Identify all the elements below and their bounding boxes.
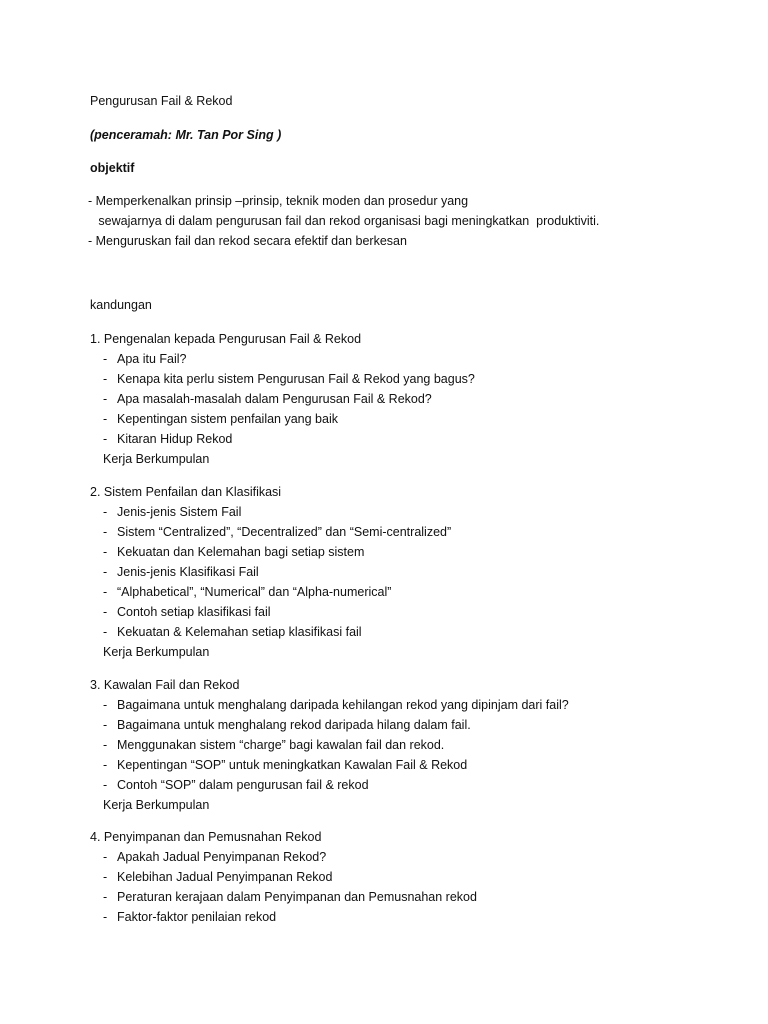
list-item: - Jenis-jenis Klasifikasi Fail (103, 565, 259, 579)
list-item: - Bagaimana untuk menghalang rekod daripada hilang dalam fail. (103, 718, 471, 732)
list-item: - “Alphabetical”, “Numerical” dan “Alpha-numerical” (103, 585, 392, 599)
objective-line: sewajarnya di dalam pengurusan fail dan rekod organisasi bagi meningkatkan produktiviti. (88, 214, 600, 228)
group-work-label: Kerja Berkumpulan (103, 798, 210, 812)
list-item: - Faktor-faktor penilaian rekod (103, 910, 277, 924)
group-work-label: Kerja Berkumpulan (103, 452, 210, 466)
list-item: - Contoh “SOP” dalam pengurusan fail & rekod (103, 778, 369, 792)
objective-heading: objektif (90, 161, 135, 175)
list-item: - Jenis-jenis Sistem Fail (103, 505, 242, 519)
list-item: - Menggunakan sistem “charge” bagi kawalan fail dan rekod. (103, 738, 445, 752)
group-work-label: Kerja Berkumpulan (103, 645, 210, 659)
list-item: - Kepentingan sistem penfailan yang baik (103, 412, 338, 426)
list-item: - Bagaimana untuk menghalang daripada kehilangan rekod yang dipinjam dari fail? (103, 698, 569, 712)
list-item: - Apakah Jadual Penyimpanan Rekod? (103, 850, 327, 864)
contents-heading: kandungan (90, 298, 152, 312)
list-item: - Contoh setiap klasifikasi fail (103, 605, 271, 619)
list-item: - Kelebihan Jadual Penyimpanan Rekod (103, 870, 333, 884)
list-item: - Apa masalah-masalah dalam Pengurusan Fail & Rekod? (103, 392, 432, 406)
list-item: - Kenapa kita perlu sistem Pengurusan Fail & Rekod yang bagus? (103, 372, 475, 386)
list-item: - Kitaran Hidup Rekod (103, 432, 233, 446)
list-item: - Kepentingan “SOP” untuk meningkatkan Kawalan Fail & Rekod (103, 758, 468, 772)
list-item: - Sistem “Centralized”, “Decentralized” dan “Semi-centralized” (103, 525, 452, 539)
list-item: - Kekuatan & Kelemahan setiap klasifikasi fail (103, 625, 362, 639)
list-item: - Kekuatan dan Kelemahan bagi setiap sistem (103, 545, 365, 559)
section-heading: 4. Penyimpanan dan Pemusnahan Rekod (90, 830, 322, 844)
section-heading: 2. Sistem Penfailan dan Klasifikasi (90, 485, 282, 499)
list-item: - Apa itu Fail? (103, 352, 187, 366)
objective-line: - Menguruskan fail dan rekod secara efektif dan berkesan (88, 234, 407, 248)
section-heading: 1. Pengenalan kepada Pengurusan Fail & Rekod (90, 332, 362, 346)
objective-line: - Memperkenalkan prinsip –prinsip, teknik moden dan prosedur yang (88, 194, 469, 208)
list-item: - Peraturan kerajaan dalam Penyimpanan dan Pemusnahan rekod (103, 890, 477, 904)
document-title: Pengurusan Fail & Rekod (90, 94, 233, 108)
section-heading: 3. Kawalan Fail dan Rekod (90, 678, 240, 692)
lecturer-line: (penceramah: Mr. Tan Por Sing ) (90, 128, 282, 142)
